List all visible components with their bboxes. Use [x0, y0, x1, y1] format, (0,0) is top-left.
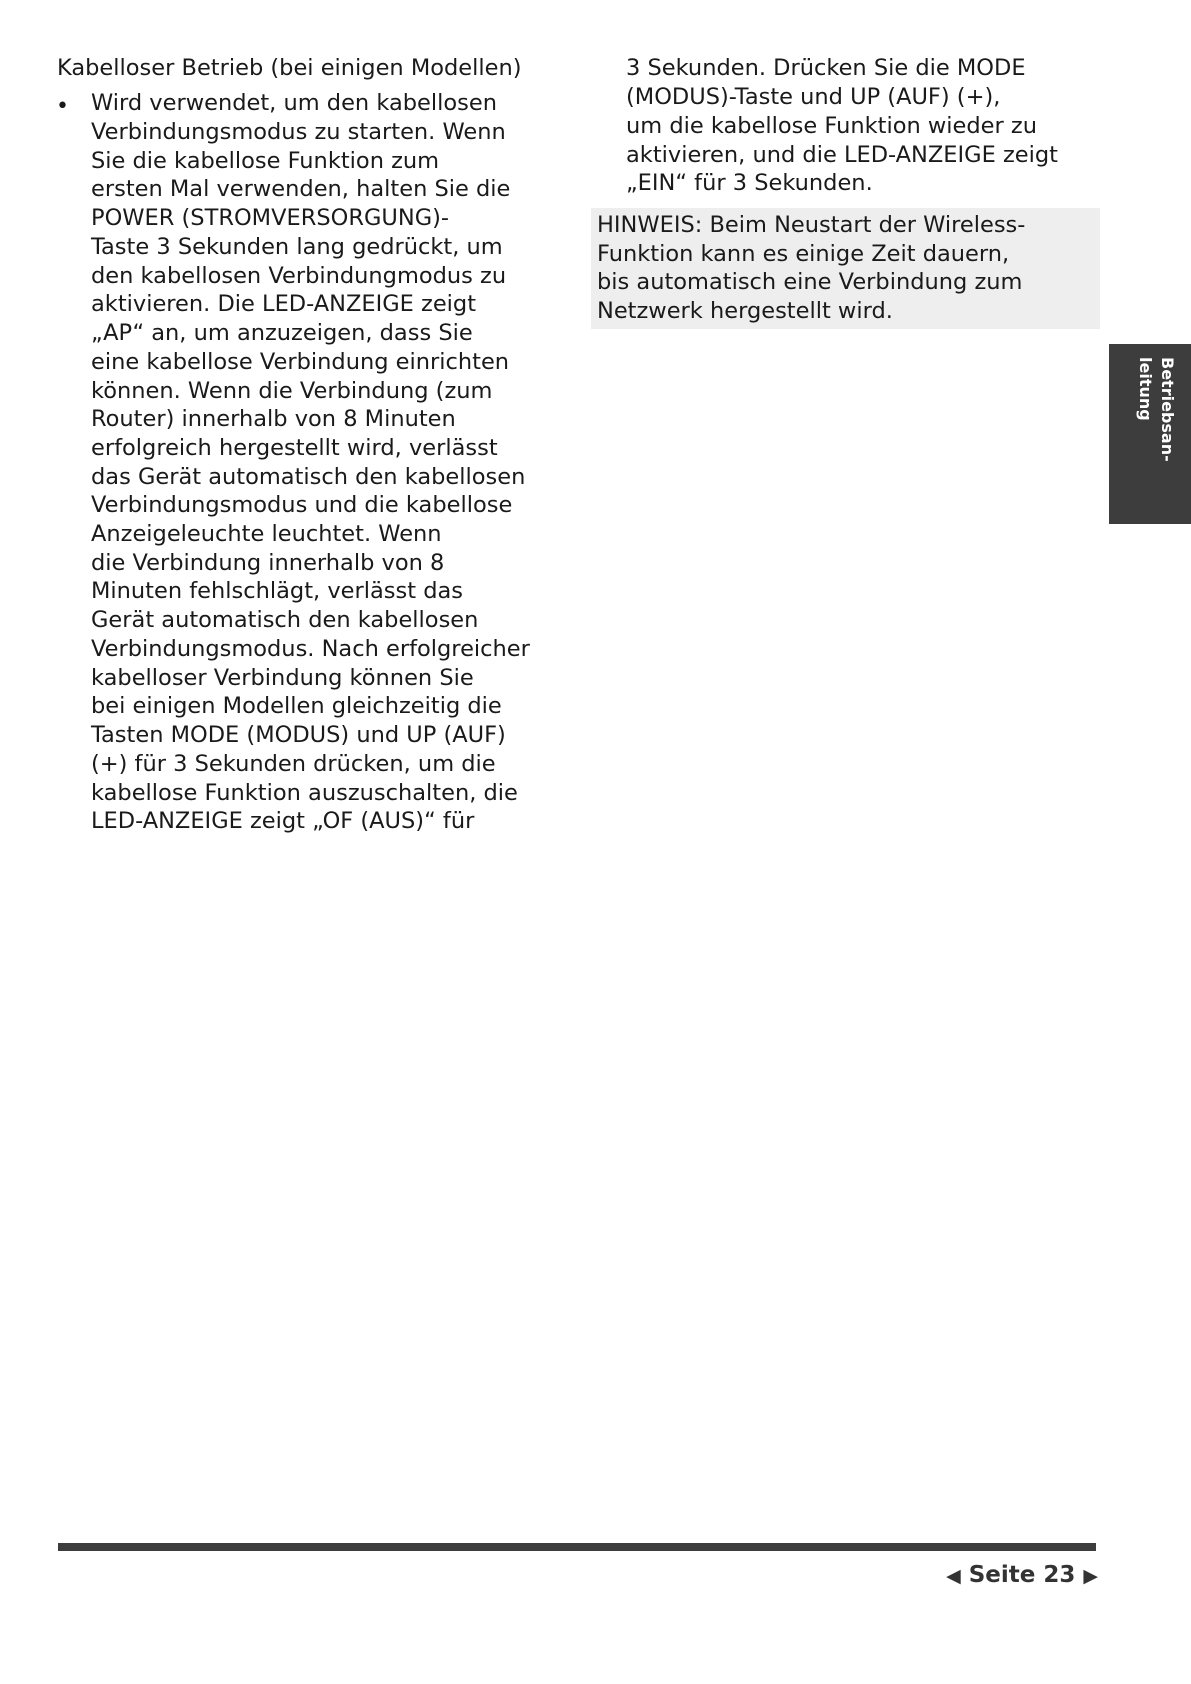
- note-line: Netzwerk hergestellt wird.: [597, 298, 893, 324]
- paragraph-line: kabelloser Verbindung können Sie: [91, 665, 474, 691]
- paragraph-line: Wird verwendet, um den kabellosen: [91, 90, 497, 116]
- paragraph-line: Anzeigeleuchte leuchtet. Wenn: [91, 521, 442, 547]
- paragraph-line: können. Wenn die Verbindung (zum: [91, 378, 493, 404]
- paragraph-line: Verbindungsmodus und die kabellose: [91, 492, 513, 518]
- paragraph-line: Gerät automatisch den kabellosen: [91, 607, 479, 633]
- paragraph-line: um die kabellose Funktion wieder zu: [626, 113, 1037, 139]
- paragraph-line: aktivieren, und die LED-ANZEIGE zeigt: [626, 142, 1058, 168]
- paragraph-line: Router) innerhalb von 8 Minuten: [91, 406, 456, 432]
- paragraph-line: ersten Mal verwenden, halten Sie die: [91, 176, 511, 202]
- paragraph-line: eine kabellose Verbindung einrichten: [91, 349, 510, 375]
- paragraph-line: 3 Sekunden. Drücken Sie die MODE: [626, 55, 1026, 81]
- page-number: Seite 23: [968, 1562, 1076, 1588]
- footer-rule: [58, 1543, 1096, 1551]
- note-line: bis automatisch eine Verbindung zum: [597, 269, 1023, 295]
- next-page-arrow-icon: ▶: [1083, 1565, 1098, 1587]
- paragraph-line: das Gerät automatisch den kabellosen: [91, 464, 526, 490]
- paragraph-line: Verbindungsmodus zu starten. Wenn: [91, 119, 506, 145]
- paragraph-line: den kabellosen Verbindungmodus zu: [91, 263, 507, 289]
- paragraph-line: „EIN“ für 3 Sekunden.: [626, 170, 873, 196]
- paragraph-line: Taste 3 Sekunden lang gedrückt, um: [91, 234, 503, 260]
- chapter-tab-line: leitung: [1136, 357, 1155, 421]
- paragraph-line: bei einigen Modellen gleichzeitig die: [91, 693, 502, 719]
- paragraph-line: (+) für 3 Sekunden drücken, um die: [91, 751, 496, 777]
- bullet-marker: •: [56, 94, 69, 119]
- chapter-tab-line: Betriebsan-: [1158, 357, 1177, 462]
- note-line: Funktion kann es einige Zeit dauern,: [597, 241, 1010, 267]
- paragraph-line: Verbindungsmodus. Nach erfolgreicher: [91, 636, 530, 662]
- paragraph-line: POWER (STROMVERSORGUNG)-: [91, 205, 450, 231]
- paragraph-line: Tasten MODE (MODUS) und UP (AUF): [91, 722, 506, 748]
- chapter-tab-label: [1134, 357, 1178, 462]
- paragraph-line: die Verbindung innerhalb von 8: [91, 550, 445, 576]
- paragraph-line: aktivieren. Die LED-ANZEIGE zeigt: [91, 291, 477, 317]
- section-heading: Kabelloser Betrieb (bei einigen Modellen): [57, 55, 522, 81]
- paragraph-line: erfolgreich hergestellt wird, verlässt: [91, 435, 498, 461]
- paragraph-line: „AP“ an, um anzuzeigen, dass Sie: [91, 320, 473, 346]
- paragraph-line: LED-ANZEIGE zeigt „OF (AUS)“ für: [91, 808, 475, 834]
- paragraph-line: Sie die kabellose Funktion zum: [91, 148, 440, 174]
- note-line: HINWEIS: Beim Neustart der Wireless-: [597, 212, 1026, 238]
- paragraph-line: Minuten fehlschlägt, verlässt das: [91, 578, 463, 604]
- paragraph-line: kabellose Funktion auszuschalten, die: [91, 780, 518, 806]
- paragraph-line: (MODUS)-Taste und UP (AUF) (+),: [626, 84, 1001, 110]
- page-footer: [946, 1560, 1098, 1591]
- prev-page-arrow-icon: ◀: [946, 1565, 961, 1587]
